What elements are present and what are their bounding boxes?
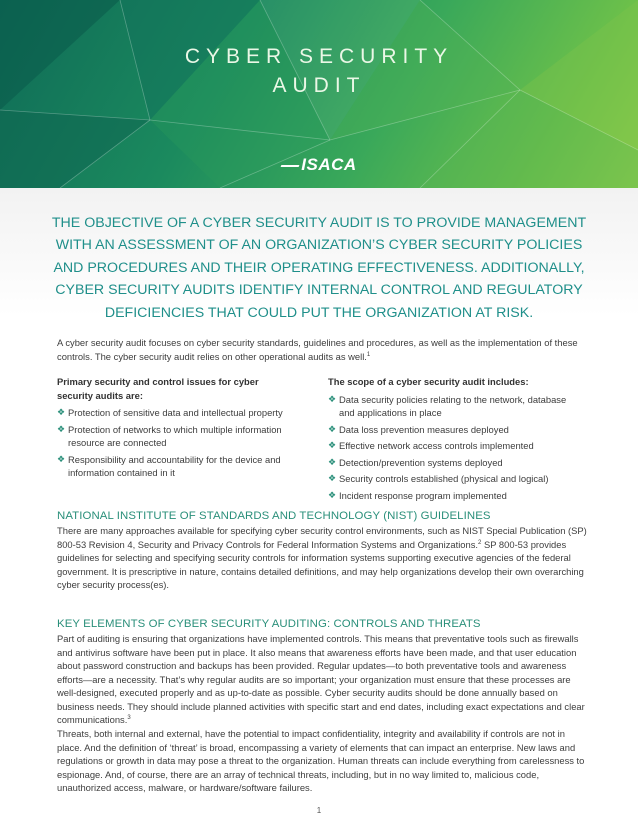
report-title-line1: CYBER SECURITY bbox=[184, 45, 454, 68]
footnote-ref: 2 bbox=[478, 539, 482, 546]
list-item-text: Data loss prevention measures deployed bbox=[339, 423, 509, 435]
page-number: 1 bbox=[316, 806, 322, 815]
nist-text-before: There are many approaches available for specifying cyber security control environments, such as NIST Special Publication (SP) 800-53 Revision 4, Security and Privacy Controls for Federal Information Systems and Organizations. bbox=[57, 525, 587, 550]
report-title-line2: AUDIT bbox=[272, 74, 366, 97]
intro-text: A cyber security audit focuses on cyber security standards, guidelines and procedures, as well as the implementation of these controls. The cyber security audit relies on other operational audits as well. bbox=[57, 337, 578, 362]
list-item-text: Protection of sensitive data and intellectual property bbox=[68, 407, 283, 418]
nist-text-after: SP 800-53 provides guidelines for selecting and specifying security controls for information systems supporting executive agencies of the federal government. It is prescriptive in nature, contains detailed definitions, and may help organizations develop their own overarching cyber security process(es). bbox=[57, 538, 584, 591]
list-item bbox=[328, 393, 578, 420]
controls-text: Part of auditing is ensuring that organizations have implemented controls. This means that preventative tools such as firewalls and antivirus software have been put in place. It also means that awareness efforts have been made, and that user education about password construction and backups has been provided. Regular updates—to both preventative tools and awareness efforts—are a necessity. That’s why regular audits are so important; your organization must ensure that these processes are well-designed, executed properly and as up-to-date as possible. Cyber security audits should be done annually based on business needs. They should include planned activities with specific start and end dates, including exact expectations and clear communications. bbox=[57, 633, 585, 726]
list-item bbox=[328, 489, 578, 503]
header-banner bbox=[0, 0, 638, 188]
controls-paragraph bbox=[57, 632, 592, 727]
diamond-bullet-icon: ❖ bbox=[328, 456, 337, 467]
list-item bbox=[328, 472, 578, 486]
control-issues-column bbox=[57, 375, 287, 483]
nist-paragraph bbox=[57, 524, 592, 592]
intro-paragraph bbox=[57, 336, 587, 363]
logo-swoosh-icon bbox=[281, 165, 300, 167]
diamond-bullet-icon: ❖ bbox=[328, 489, 337, 500]
control-issues-heading: Primary security and control issues for cyber security audits are: bbox=[57, 376, 259, 401]
diamond-bullet-icon: ❖ bbox=[57, 423, 66, 434]
list-item-text: Effective network access controls implemented bbox=[339, 440, 534, 451]
audit-scope-list bbox=[328, 393, 578, 503]
list-item-text: Protection of networks to which multiple information resource are connected bbox=[68, 423, 282, 448]
objective-statement: THE OBJECTIVE OF A CYBER SECURITY AUDIT IS TO PROVIDE MANAGEMENT WITH AN ASSESSMENT OF AN ORGANIZATION’S CYBER SECURITY POLICIES AND PROCEDURES AND THEIR OPERATING EFFECTIVENESS. ADDITIONALLY, CYBER SECURITY AUDITS IDENTIFY INTERNAL CONTROL AND REGULATORY DEFICIENCIES THAT COULD PUT THE ORGANIZATION AT RISK. bbox=[51, 215, 587, 321]
control-issues-list bbox=[57, 406, 287, 480]
list-item-text: Security controls established (physical and logical) bbox=[339, 473, 549, 484]
key-elements-heading: KEY ELEMENTS OF CYBER SECURITY AUDITING: CONTROLS AND THREATS bbox=[57, 618, 481, 630]
list-item-text: Incident response program implemented bbox=[339, 489, 507, 501]
footnote-ref: 3 bbox=[127, 715, 131, 722]
logo-text: ISACA bbox=[301, 155, 357, 174]
diamond-bullet-icon: ❖ bbox=[328, 423, 337, 434]
isaca-logo bbox=[0, 155, 638, 175]
list-item bbox=[328, 439, 578, 453]
list-item bbox=[328, 423, 578, 437]
diamond-bullet-icon: ❖ bbox=[57, 453, 66, 464]
list-item-text: Detection/prevention systems deployed bbox=[339, 456, 503, 468]
list-item-text: Responsibility and accountability for the device and information contained in it bbox=[68, 453, 281, 478]
diamond-bullet-icon: ❖ bbox=[328, 440, 337, 450]
list-item-text: Data security policies relating to the network, database and applications in place bbox=[339, 393, 567, 418]
nist-section-heading: NATIONAL INSTITUTE OF STANDARDS AND TECHNOLOGY (NIST) GUIDELINES bbox=[57, 510, 491, 522]
list-item bbox=[328, 456, 578, 470]
diamond-bullet-icon: ❖ bbox=[57, 407, 66, 417]
audit-scope-column bbox=[328, 375, 578, 505]
footnote-ref: 1 bbox=[366, 351, 371, 358]
diamond-bullet-icon: ❖ bbox=[328, 473, 337, 483]
diamond-bullet-icon: ❖ bbox=[328, 393, 337, 404]
list-item bbox=[57, 406, 287, 420]
list-item bbox=[57, 453, 287, 480]
audit-scope-heading: The scope of a cyber security audit includes: bbox=[328, 376, 529, 387]
threats-paragraph: Threats, both internal and external, have the potential to impact confidentiality, integrity and availability if controls are not in place. And the definition of ‘threat’ is broad, encompassing a variety of elements that can impact an enterprise. New laws and regulations or growth in data may pose a threat to the organization. Human threats can include everything from carelessness to espionage. And, of course, there are an array of technical threats, including, but in no way limited to, malicious code, unauthorized access, malware, or hardware/software failures. bbox=[57, 728, 585, 794]
list-item bbox=[57, 423, 287, 450]
